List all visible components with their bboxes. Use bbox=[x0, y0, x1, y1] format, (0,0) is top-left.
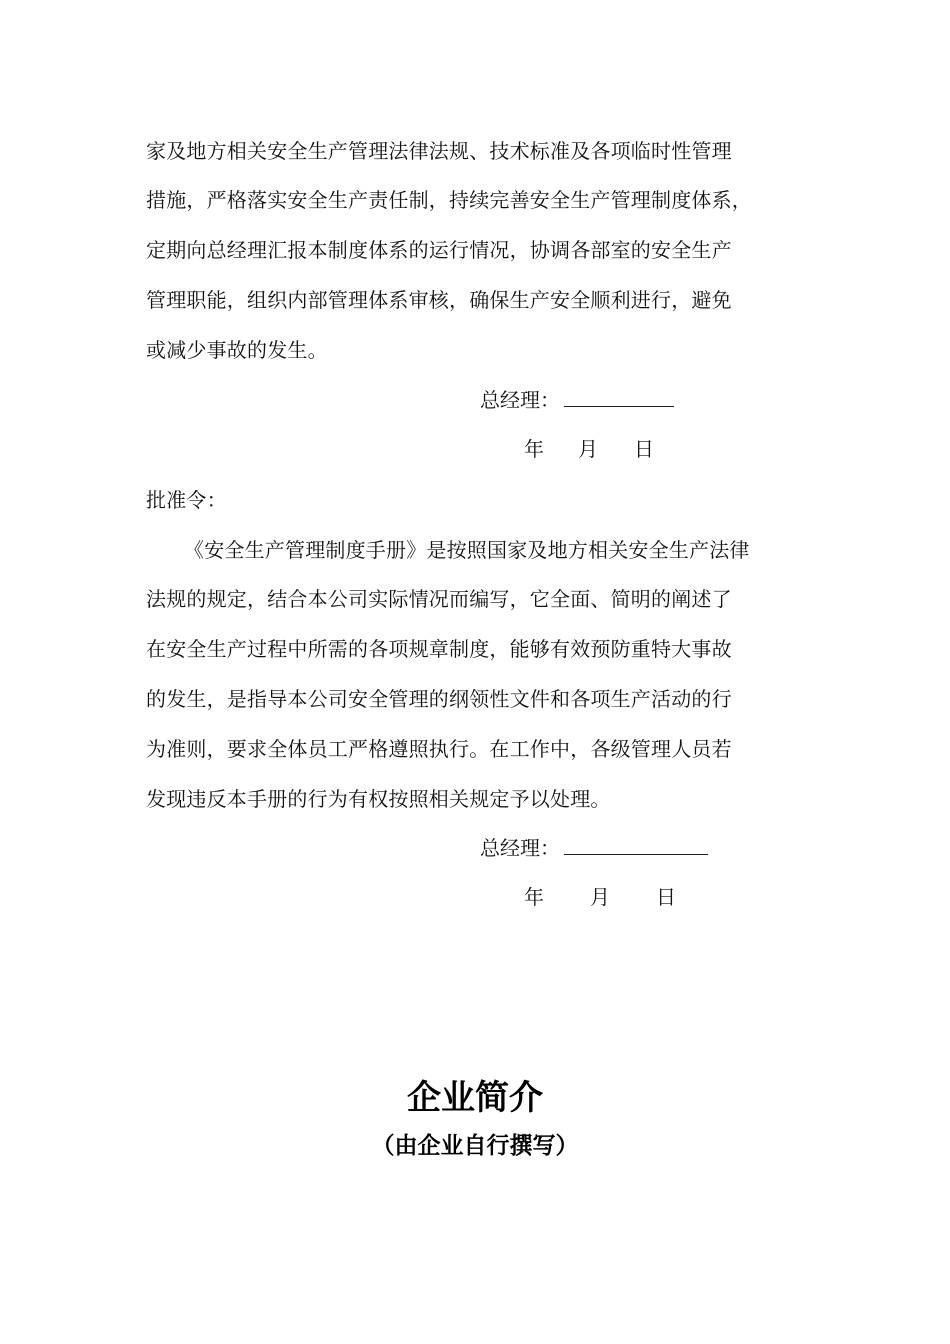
signature-1-day: 日 bbox=[634, 437, 654, 461]
approval-title: 批准令： bbox=[146, 488, 227, 512]
signature-1-date bbox=[524, 437, 654, 461]
signature-2-year: 年 bbox=[524, 885, 544, 909]
approval-line-1: 《安全生产管理制度手册》是按照国家及地方相关安全生产法律 bbox=[184, 538, 750, 562]
signature-1-blank bbox=[564, 388, 674, 407]
signature-1 bbox=[480, 388, 674, 412]
intro-line-5: 或减少事故的发生。 bbox=[146, 338, 328, 362]
signature-1-year: 年 bbox=[524, 437, 544, 461]
signature-2 bbox=[480, 836, 708, 860]
intro-line-2: 措施，严格落实安全生产责任制，持续完善安全生产管理制度体系， bbox=[146, 188, 752, 212]
signature-1-label: 总经理： bbox=[480, 388, 560, 412]
company-profile-subtitle: （由企业自行撰写） bbox=[371, 1133, 579, 1159]
signature-2-day: 日 bbox=[656, 885, 676, 909]
signature-2-blank bbox=[564, 836, 708, 855]
intro-line-3: 定期向总经理汇报本制度体系的运行情况，协调各部室的安全生产 bbox=[146, 238, 732, 262]
signature-1-month: 月 bbox=[578, 437, 598, 461]
approval-line-3: 在安全生产过程中所需的各项规章制度，能够有效预防重特大事故 bbox=[146, 637, 732, 661]
intro-line-4: 管理职能，组织内部管理体系审核，确保生产安全顺利进行，避免 bbox=[146, 288, 732, 312]
approval-line-6: 发现违反本手册的行为有权按照相关规定予以处理。 bbox=[146, 787, 611, 811]
company-profile-title: 企业简介 bbox=[407, 1078, 543, 1118]
signature-2-label: 总经理： bbox=[480, 836, 560, 860]
approval-line-5: 为准则，要求全体员工严格遵照执行。在工作中，各级管理人员若 bbox=[146, 737, 732, 761]
approval-line-2: 法规的规定，结合本公司实际情况而编写，它全面、简明的阐述了 bbox=[146, 587, 732, 611]
signature-2-month: 月 bbox=[590, 885, 610, 909]
signature-2-date bbox=[524, 885, 676, 909]
intro-line-1: 家及地方相关安全生产管理法律法规、技术标准及各项临时性管理 bbox=[146, 139, 732, 163]
approval-line-4: 的发生，是指导本公司安全管理的纲领性文件和各项生产活动的行 bbox=[146, 687, 732, 711]
